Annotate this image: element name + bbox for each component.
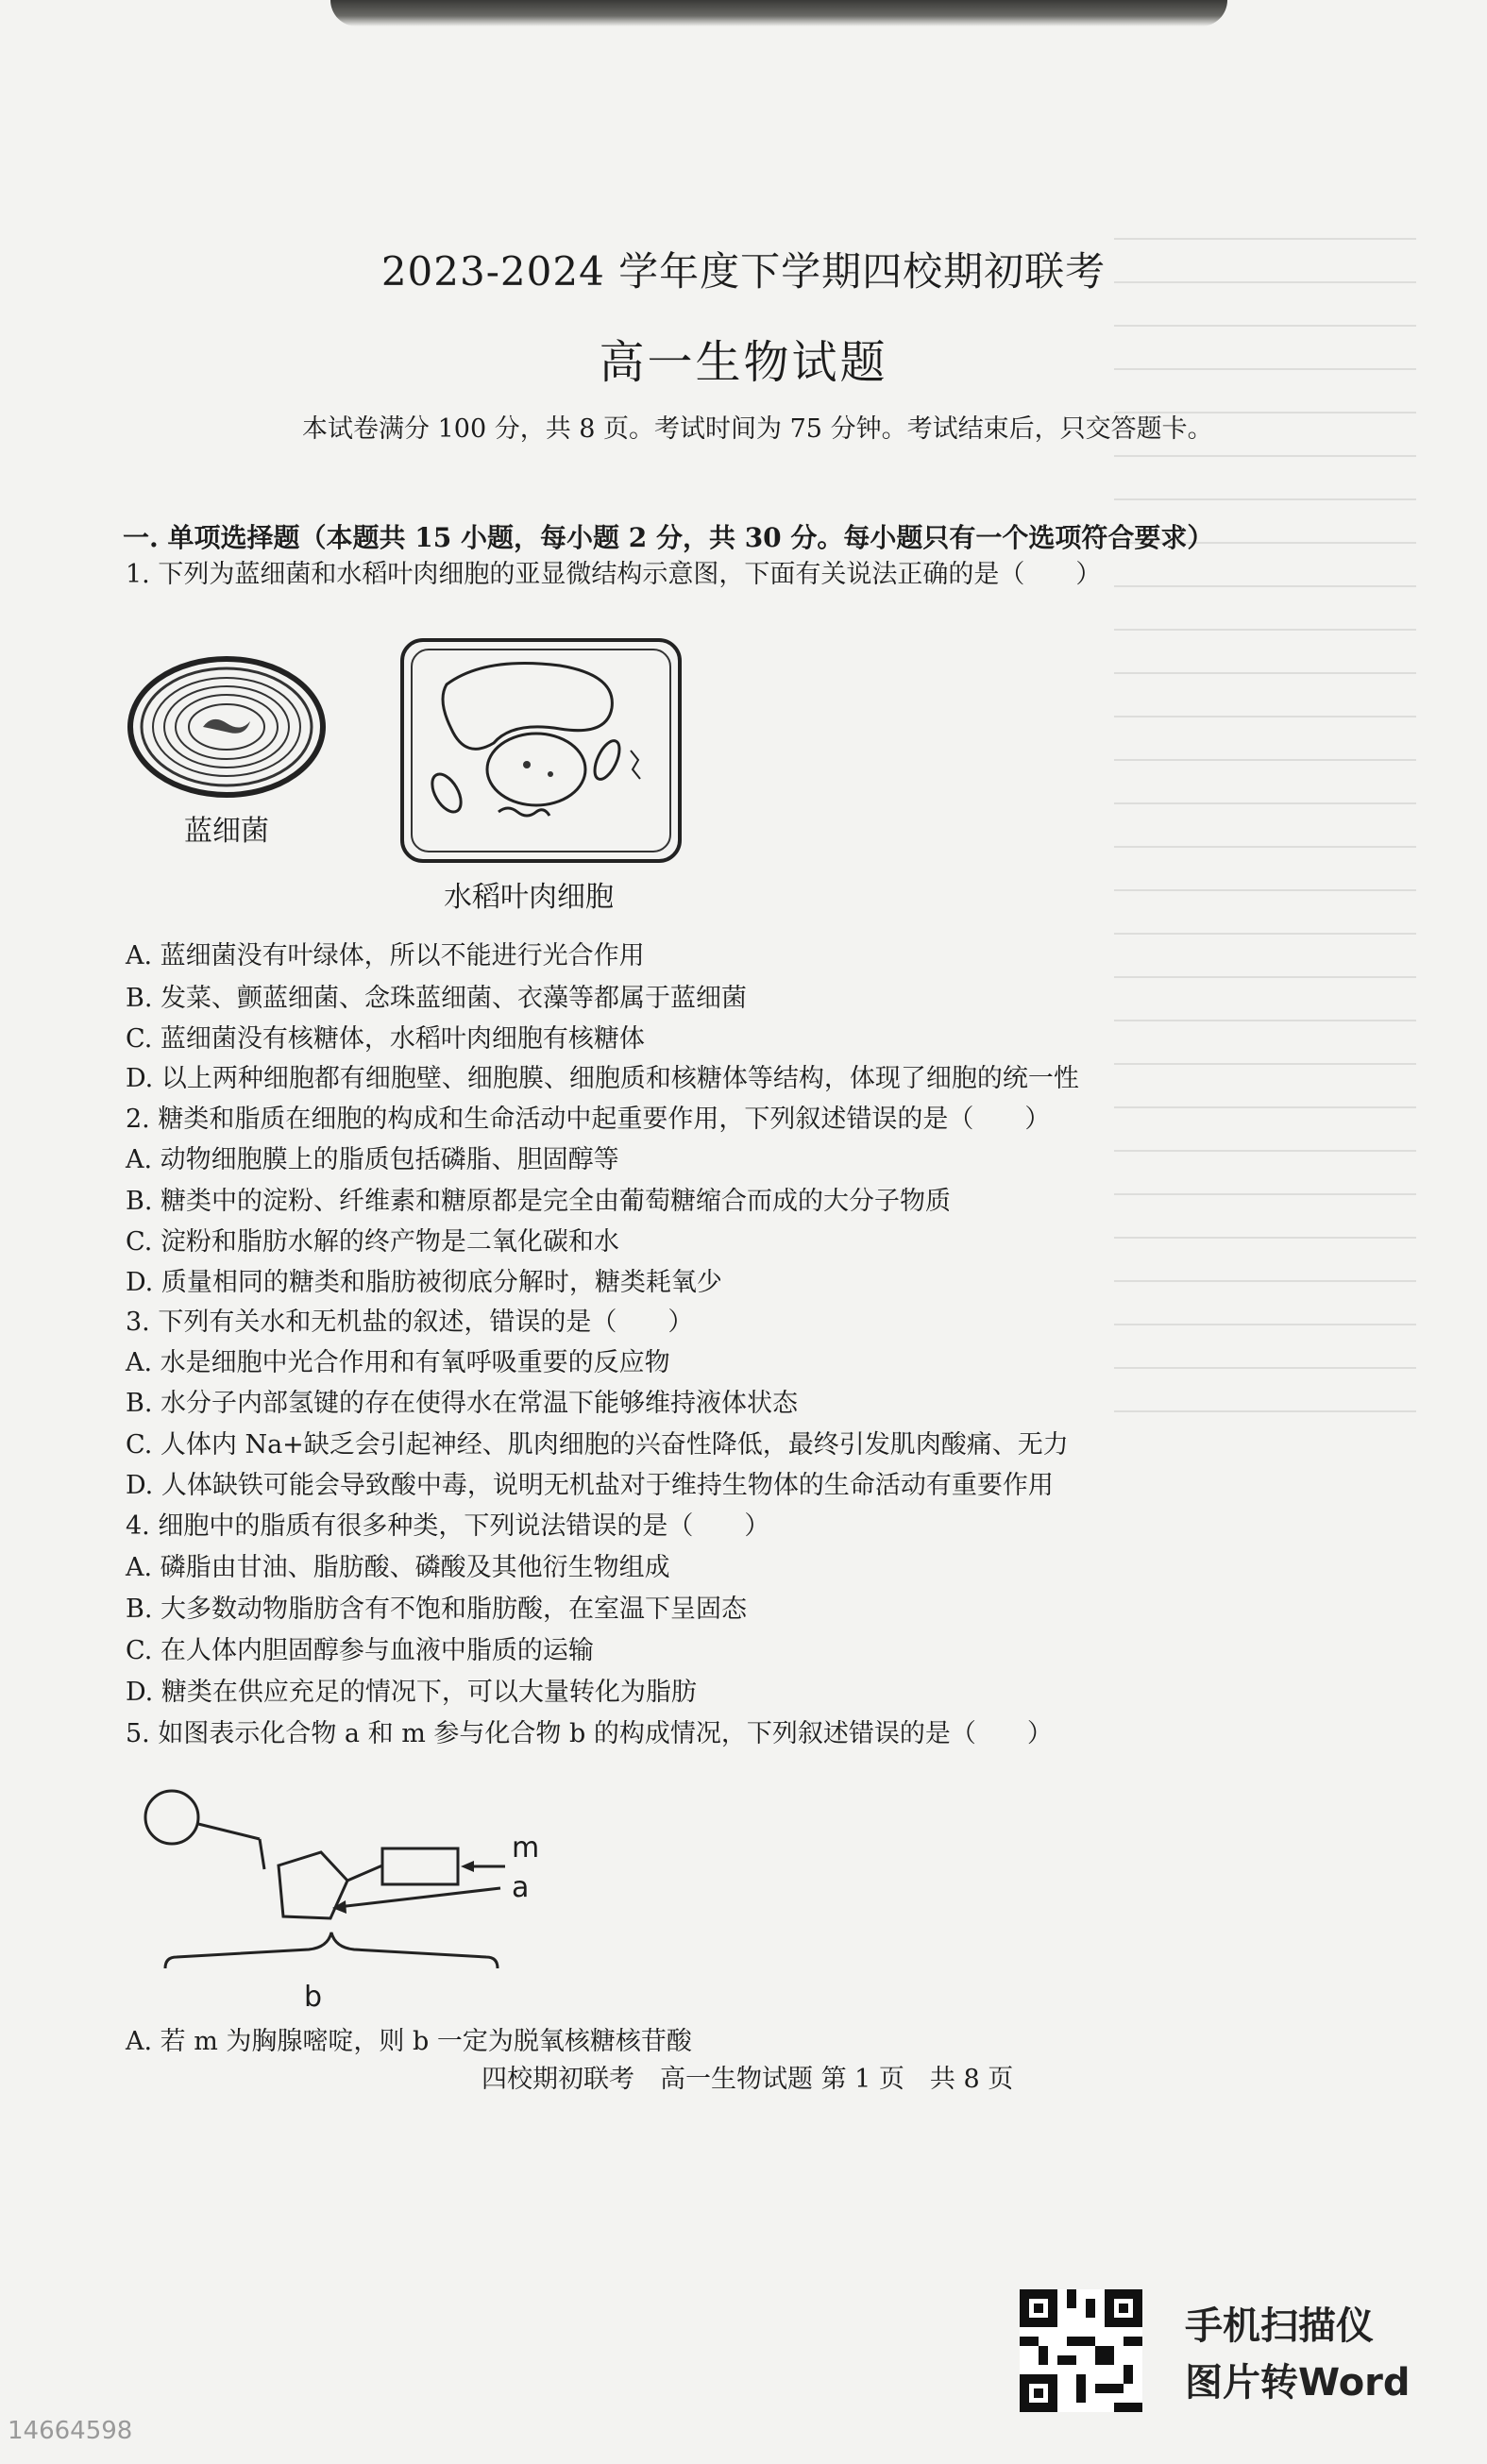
- brand-line-2: 图片转Word: [1185, 2361, 1411, 2405]
- cyanobacteria-diagram: [123, 651, 330, 802]
- scan-edge: [330, 0, 1227, 26]
- bleed-through-text: [1114, 208, 1416, 1435]
- qr-code-icon: [1020, 2289, 1142, 2412]
- document-id: 14664598: [8, 2417, 133, 2445]
- question-1-option-c: C. 蓝细菌没有核糖体，水稻叶肉细胞有核糖体: [126, 1024, 645, 1054]
- question-4-option-b: B. 大多数动物脂肪含有不饱和脂肪酸，在室温下呈固态: [126, 1595, 748, 1624]
- plant-cell-diagram: [395, 633, 687, 869]
- question-5-option-a: A. 若 m 为胸腺嘧啶，则 b 一定为脱氧核糖核苷酸: [126, 2027, 692, 2056]
- question-1-option-b: B. 发菜、颤蓝细菌、念珠蓝细菌、衣藻等都属于蓝细菌: [126, 984, 748, 1013]
- question-3-option-d: D. 人体缺铁可能会导致酸中毒，说明无机盐对于维持生物体的生命活动有重要作用: [126, 1471, 1054, 1500]
- question-2-option-a: A. 动物细胞膜上的脂质包括磷脂、胆固醇等: [126, 1145, 619, 1174]
- section-title: 一. 单项选择题: [123, 522, 300, 553]
- question-1-option-d: D. 以上两种细胞都有细胞壁、细胞膜、细胞质和核糖体等结构，体现了细胞的统一性: [126, 1064, 1079, 1093]
- figure-label-a: a: [512, 1871, 530, 1904]
- figure-label-b: b: [304, 1981, 323, 2014]
- exam-title: 2023-2024 学年度下学期四校期初联考: [380, 248, 1107, 295]
- question-4-option-d: D. 糖类在供应充足的情况下，可以大量转化为脂肪: [126, 1678, 697, 1707]
- question-4-option-c: C. 在人体内胆固醇参与血液中脂质的运输: [126, 1636, 594, 1665]
- brand-line-1: 手机扫描仪: [1185, 2304, 1374, 2348]
- exam-intro: 本试卷满分 100 分，共 8 页。考试时间为 75 分钟。考试结束后，只交答题卡。: [302, 414, 1213, 444]
- question-1: 1. 下列为蓝细菌和水稻叶肉细胞的亚显微结构示意图，下面有关说法正确的是（ ）: [126, 560, 1102, 589]
- question-3-option-b: B. 水分子内部氢键的存在使得水在常温下能够维持液体状态: [126, 1389, 799, 1418]
- nucleotide-diagram: [132, 1775, 566, 2001]
- question-2-option-b: B. 糖类中的淀粉、纤维素和糖原都是完全由葡萄糖缩合而成的大分子物质: [126, 1187, 952, 1216]
- section-heading: [123, 517, 1213, 555]
- question-5: 5. 如图表示化合物 a 和 m 参与化合物 b 的构成情况，下列叙述错误的是（ ）: [126, 1719, 1053, 1748]
- figure-label-cyanobacteria: 蓝细菌: [184, 815, 269, 848]
- question-1-option-a: A. 蓝细菌没有叶绿体，所以不能进行光合作用: [126, 941, 645, 970]
- page-footer: 四校期初联考 高一生物试题 第 1 页 共 8 页: [482, 2065, 1014, 2094]
- question-4-option-a: A. 磷脂由甘油、脂肪酸、磷酸及其他衍生物组成: [126, 1553, 670, 1582]
- question-2: 2. 糖类和脂质在细胞的构成和生命活动中起重要作用，下列叙述错误的是（ ）: [126, 1105, 1051, 1134]
- section-note: （本题共 15 小题，每小题 2 分，共 30 分。每小题只有一个选项符合要求）: [299, 522, 1214, 553]
- figure-label-rice-cell: 水稻叶肉细胞: [444, 881, 614, 914]
- question-4: 4. 细胞中的脂质有很多种类，下列说法错误的是（ ）: [126, 1511, 770, 1541]
- question-3: 3. 下列有关水和无机盐的叙述，错误的是（ ）: [126, 1308, 694, 1337]
- figure-label-m: m: [512, 1831, 540, 1865]
- question-2-option-c: C. 淀粉和脂肪水解的终产物是二氧化碳和水: [126, 1227, 619, 1257]
- question-2-option-d: D. 质量相同的糖类和脂肪被彻底分解时，糖类耗氧少: [126, 1268, 722, 1297]
- question-3-option-a: A. 水是细胞中光合作用和有氧呼吸重要的反应物: [126, 1348, 670, 1377]
- question-3-option-c: C. 人体内 Na+缺乏会引起神经、肌肉细胞的兴奋性降低，最终引发肌肉酸痛、无力: [126, 1430, 1069, 1460]
- subject-title: 高一生物试题: [599, 336, 888, 389]
